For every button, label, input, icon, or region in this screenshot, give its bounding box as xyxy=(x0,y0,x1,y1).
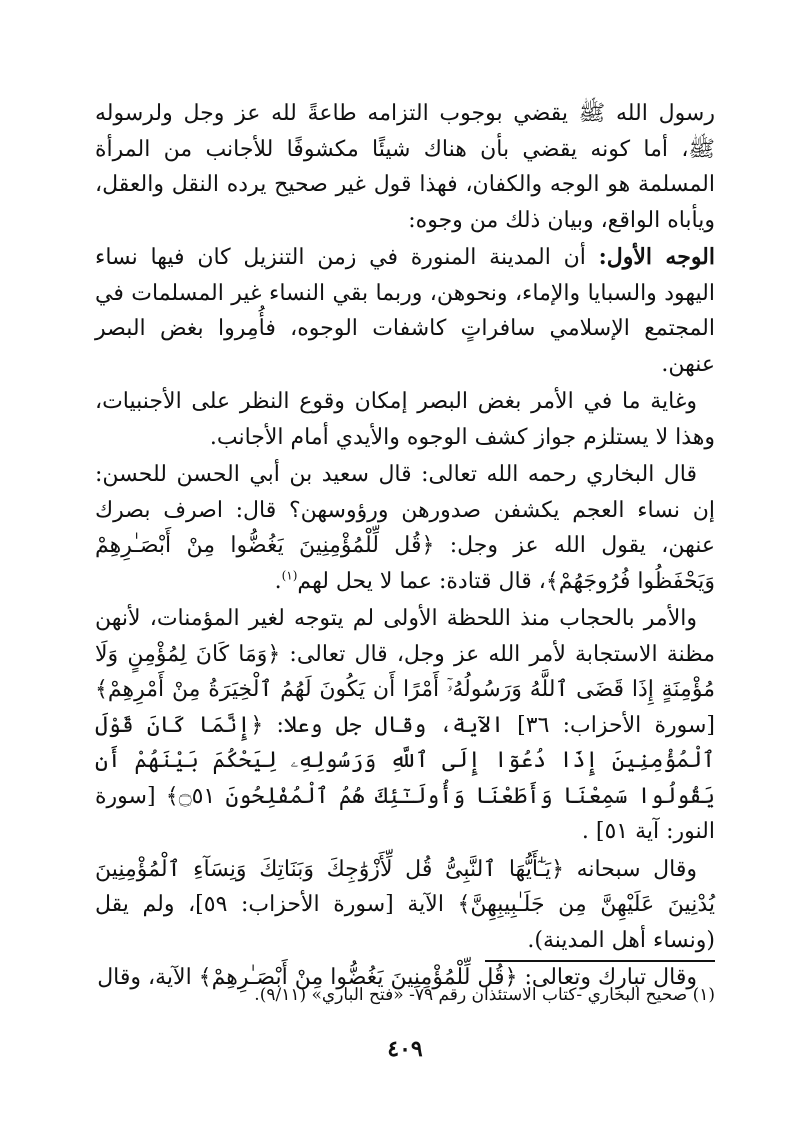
page-number: ٤٠٩ xyxy=(387,1036,423,1062)
paragraph-5 xyxy=(95,601,715,850)
footnote-reference: (١) xyxy=(281,568,298,583)
footnote-divider xyxy=(485,960,715,962)
paragraph-1 xyxy=(95,96,715,238)
paragraph-4-tail: . xyxy=(274,568,282,594)
paragraph-6-text: وقال سبحانه ﴿يَـٰٓأَيُّهَا ٱلنَّبِىُّ قُل لِّأَزْوَٰجِكَ وَبَنَاتِكَ وَنِسَآءِ ٱلْمُؤْمِنِينَ يُدْنِينَ عَلَيْهِنَّ مِن جَلَـٰبِيبِهِنَّ﴾ الآية [سورة الأحزاب: ٥٩]، ولم يقل (ونساء أهل المدينة). xyxy=(95,856,715,953)
paragraph-5-text: والأمر بالحجاب منذ اللحظة الأولى لم يتوجه لغير المؤمنات، لأنهن مظنة الاستجابة لأمر الله عز وجل، قال تعالى: ﴿وَمَا كَانَ لِمُؤْمِنٍ وَلَا مُؤْمِنَةٍ إِذَا قَضَى ٱللَّهُ وَرَسُولُهُۥٓ أَمْرًا أَن يَكُونَ لَهُمُ ٱلْخِيَرَةُ مِنْ أَمْرِهِمْ﴾ [سورة الأحزاب: ٣٦] الآية، وقال جل وعلا: ﴿إِنَّمَا كَانَ قَوْلَ ٱلْمُؤْمِنِينَ إِذَا دُعُوٓا إِلَى ٱللَّهِ وَرَسُولِهِۦ لِيَحْكُمَ بَيْنَهُمْ أَن يَقُولُوا سَمِعْنَا وَأَطَعْنَا وَأُولَـٰٓئِكَ هُمُ ٱلْمُفْلِحُونَ ۝٥١﴾ [سورة النور: آية ٥١] . xyxy=(95,606,715,844)
paragraph-3 xyxy=(95,384,715,455)
paragraph-1-text: رسول الله ﷺ يقضي بوجوب التزامه طاعةً لله عز وجل ولرسوله ﷺ، أما كونه يقضي بأن هناك شيئًا مكشوفًا للأجانب من المرأة المسلمة هو الوجه والكفان، فهذا قول غير صحيح يرده النقل والعقل، ويأباه الواقع، وبيان ذلك من وجوه: xyxy=(95,101,715,233)
paragraph-2-text: أن المدينة المنورة في زمن التنزيل كان فيها نساء اليهود والسبايا والإماء، ونحوهن، وربما بقي النساء غير المسلمات في المجتمع الإسلامي سافراتٍ كاشفات الوجوه، فأُمِروا بغض البصر عنهن. xyxy=(95,245,715,377)
section-heading-first-aspect: الوجه الأول: xyxy=(598,244,716,270)
paragraph-6 xyxy=(95,852,715,959)
paragraph-2 xyxy=(95,240,715,382)
paragraph-7-text: وقال تبارك وتعالى: ﴿قُل لِّلْمُؤْمِنِينَ يَغُضُّوا مِنْ أَبْصَـٰرِهِمْ﴾ الآية، وقال xyxy=(97,965,697,990)
footnote: (١) صحيح البخاري -كتاب الاستئذان رقم ٧٩- «فتح الباري» (٩/١١). xyxy=(254,985,715,1005)
main-text xyxy=(95,96,715,996)
paragraph-3-text: وغاية ما في الأمر بغض البصر إمكان وقوع النظر على الأجنبيات، وهذا لا يستلزم جواز كشف الوجوه والأيدي أمام الأجانب. xyxy=(95,389,715,450)
paragraph-4 xyxy=(95,457,715,599)
paragraph-4-text: قال البخاري رحمه الله تعالى: قال سعيد بن أبي الحسن للحسن: إن نساء العجم يكشفن صدورهن ورؤوسهن؟ قال: اصرف بصرك عنهن، يقول الله عز وجل: ﴿قُل لِّلْمُؤْمِنِينَ يَغُضُّوا مِنْ أَبْصَـٰرِهِمْ وَيَحْفَظُوا فُرُوجَهُمْ﴾، قال قتادة: عما لا يحل لهم xyxy=(95,462,715,594)
